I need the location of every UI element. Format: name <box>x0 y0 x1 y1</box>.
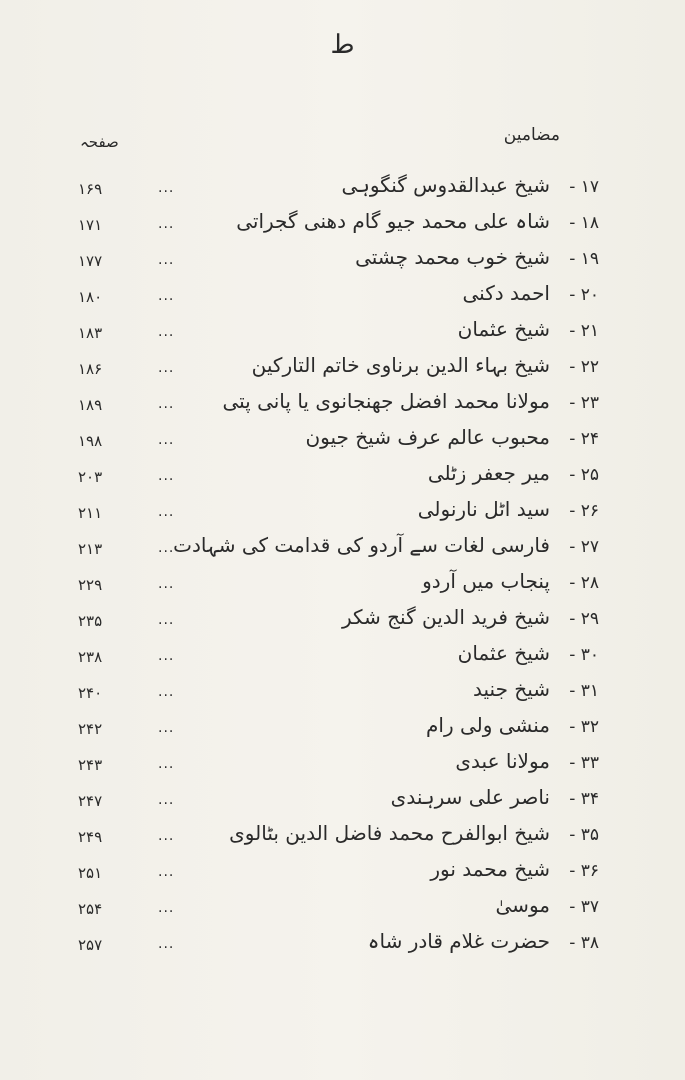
entry-title: مولانا محمد افضل جھنجانوی یا پانی پتی <box>222 389 550 413</box>
entry-title: شیخ جنید <box>473 677 550 701</box>
entry-page: ۱۸۰ <box>78 288 103 306</box>
entry-title: مولانا عبدی <box>455 749 550 773</box>
entry-number: ۲۹ - <box>569 609 599 629</box>
entry-dots: ... <box>158 648 175 664</box>
entry-dots: ... <box>158 504 175 520</box>
entry-number: ۱۹ - <box>569 249 599 269</box>
entry-title: ناصر علی سرہندی <box>390 785 550 809</box>
entry-number: ۲۰ - <box>569 285 599 305</box>
entry-page: ۲۴۹ <box>78 828 103 846</box>
page-letter: ط <box>330 30 355 60</box>
entry-number: ۳۵ - <box>569 825 599 845</box>
toc-row <box>0 495 685 531</box>
toc-row <box>0 855 685 891</box>
entry-page: ۲۴۳ <box>78 756 103 774</box>
toc-row <box>0 207 685 243</box>
toc-row <box>0 567 685 603</box>
entry-dots: ... <box>158 792 175 808</box>
entry-page: ۲۲۹ <box>78 576 103 594</box>
entry-title: شیخ بہاء الدین برناوی خاتم التارکین <box>251 353 550 377</box>
entry-title: فارسی لغات سے آردو کی قدامت کی شہادت <box>173 533 550 557</box>
entry-title: شاہ علی محمد جیو گام دھنی گجراتی <box>236 209 550 233</box>
entry-dots: ... <box>158 576 175 592</box>
entry-number: ۲۸ - <box>569 573 599 593</box>
entry-title: شیخ عثمان <box>457 641 550 665</box>
entry-page: ۲۴۲ <box>78 720 103 738</box>
entry-title: میر جعفر زٹلی <box>427 461 550 485</box>
entry-dots: ... <box>158 396 175 412</box>
entry-number: ۳۳ - <box>569 753 599 773</box>
entry-title: شیخ محمد نور <box>430 857 550 881</box>
entry-page: ۲۳۵ <box>78 612 103 630</box>
entry-dots: ... <box>158 900 175 916</box>
entry-dots: ... <box>158 540 175 556</box>
entry-page: ۲۱۳ <box>78 540 103 558</box>
entry-page: ۱۸۹ <box>78 396 103 414</box>
toc-row <box>0 819 685 855</box>
entry-page: ۲۵۷ <box>78 936 103 954</box>
entry-page: ۱۶۹ <box>78 180 103 198</box>
entry-dots: ... <box>158 936 175 952</box>
entry-number: ۳۰ - <box>569 645 599 665</box>
toc-row <box>0 351 685 387</box>
entry-page: ۲۱۱ <box>78 504 103 522</box>
entry-dots: ... <box>158 756 175 772</box>
entry-number: ۲۲ - <box>569 357 599 377</box>
entry-dots: ... <box>158 468 175 484</box>
toc-row <box>0 531 685 567</box>
entry-page: ۲۴۷ <box>78 792 103 810</box>
entry-dots: ... <box>158 864 175 880</box>
toc-row <box>0 171 685 207</box>
entry-number: ۲۴ - <box>569 429 599 449</box>
entry-page: ۲۳۸ <box>78 648 103 666</box>
entry-dots: ... <box>158 288 175 304</box>
entry-dots: ... <box>158 252 175 268</box>
entry-number: ۳۷ - <box>569 897 599 917</box>
entry-title: پنجاب میں آردو <box>422 569 550 593</box>
toc-row <box>0 675 685 711</box>
toc-row <box>0 279 685 315</box>
entry-number: ۲۱ - <box>569 321 599 341</box>
entry-page: ۲۵۴ <box>78 900 103 918</box>
entry-title: شیخ عبدالقدوس گنگوہی <box>341 173 550 197</box>
contents-header: مضامین <box>503 125 560 145</box>
entry-number: ۱۸ - <box>569 213 599 233</box>
entry-page: ۱۸۶ <box>78 360 103 378</box>
toc-row <box>0 639 685 675</box>
entry-number: ۲۳ - <box>569 393 599 413</box>
toc-row <box>0 783 685 819</box>
entry-dots: ... <box>158 216 175 232</box>
entry-title: شیخ ابوالفرح محمد فاضل الدین بٹالوی <box>229 821 550 845</box>
entry-number: ۲۵ - <box>569 465 599 485</box>
entry-dots: ... <box>158 180 175 196</box>
toc-row <box>0 423 685 459</box>
entry-title: منشی ولی رام <box>426 713 550 737</box>
entry-page: ۲۴۰ <box>78 684 103 702</box>
entry-number: ۱۷ - <box>569 177 599 197</box>
entry-page: ۱۸۳ <box>78 324 103 342</box>
entry-dots: ... <box>158 720 175 736</box>
entry-dots: ... <box>158 432 175 448</box>
entry-dots: ... <box>158 612 175 628</box>
entry-number: ۳۸ - <box>569 933 599 953</box>
toc-row <box>0 711 685 747</box>
entry-dots: ... <box>158 828 175 844</box>
toc-row <box>0 243 685 279</box>
entry-dots: ... <box>158 684 175 700</box>
entry-title: سید اٹل نارنولی <box>417 497 550 521</box>
entry-dots: ... <box>158 324 175 340</box>
toc-row <box>0 891 685 927</box>
entry-page: ۱۷۱ <box>78 216 103 234</box>
toc-row <box>0 315 685 351</box>
entry-page: ۱۷۷ <box>78 252 103 270</box>
toc-row <box>0 387 685 423</box>
entry-title: حضرت غلام قادر شاہ <box>367 929 550 953</box>
entry-title: شیخ فرید الدین گنج شکر <box>341 605 550 629</box>
entry-title: موسیٰ <box>495 893 550 917</box>
entry-dots: ... <box>158 360 175 376</box>
toc-row <box>0 603 685 639</box>
entry-number: ۲۷ - <box>569 537 599 557</box>
entry-title: احمد دکنی <box>462 281 550 305</box>
entry-page: ۲۵۱ <box>78 864 103 882</box>
entry-number: ۳۲ - <box>569 717 599 737</box>
toc-row <box>0 747 685 783</box>
entry-number: ۲۶ - <box>569 501 599 521</box>
toc-row <box>0 459 685 495</box>
entry-page: ۲۰۳ <box>78 468 103 486</box>
entry-number: ۳۱ - <box>569 681 599 701</box>
entry-page: ۱۹۸ <box>78 432 103 450</box>
entry-title: شیخ خوب محمد چشتی <box>355 245 550 269</box>
entry-title: شیخ عثمان <box>457 317 550 341</box>
page-column-header: صفحہ <box>80 133 119 151</box>
entry-title: محبوب عالم عرف شیخ جیون <box>305 425 550 449</box>
table-of-contents <box>0 171 685 971</box>
entry-number: ۳۴ - <box>569 789 599 809</box>
toc-row <box>0 927 685 963</box>
entry-number: ۳۶ - <box>569 861 599 881</box>
